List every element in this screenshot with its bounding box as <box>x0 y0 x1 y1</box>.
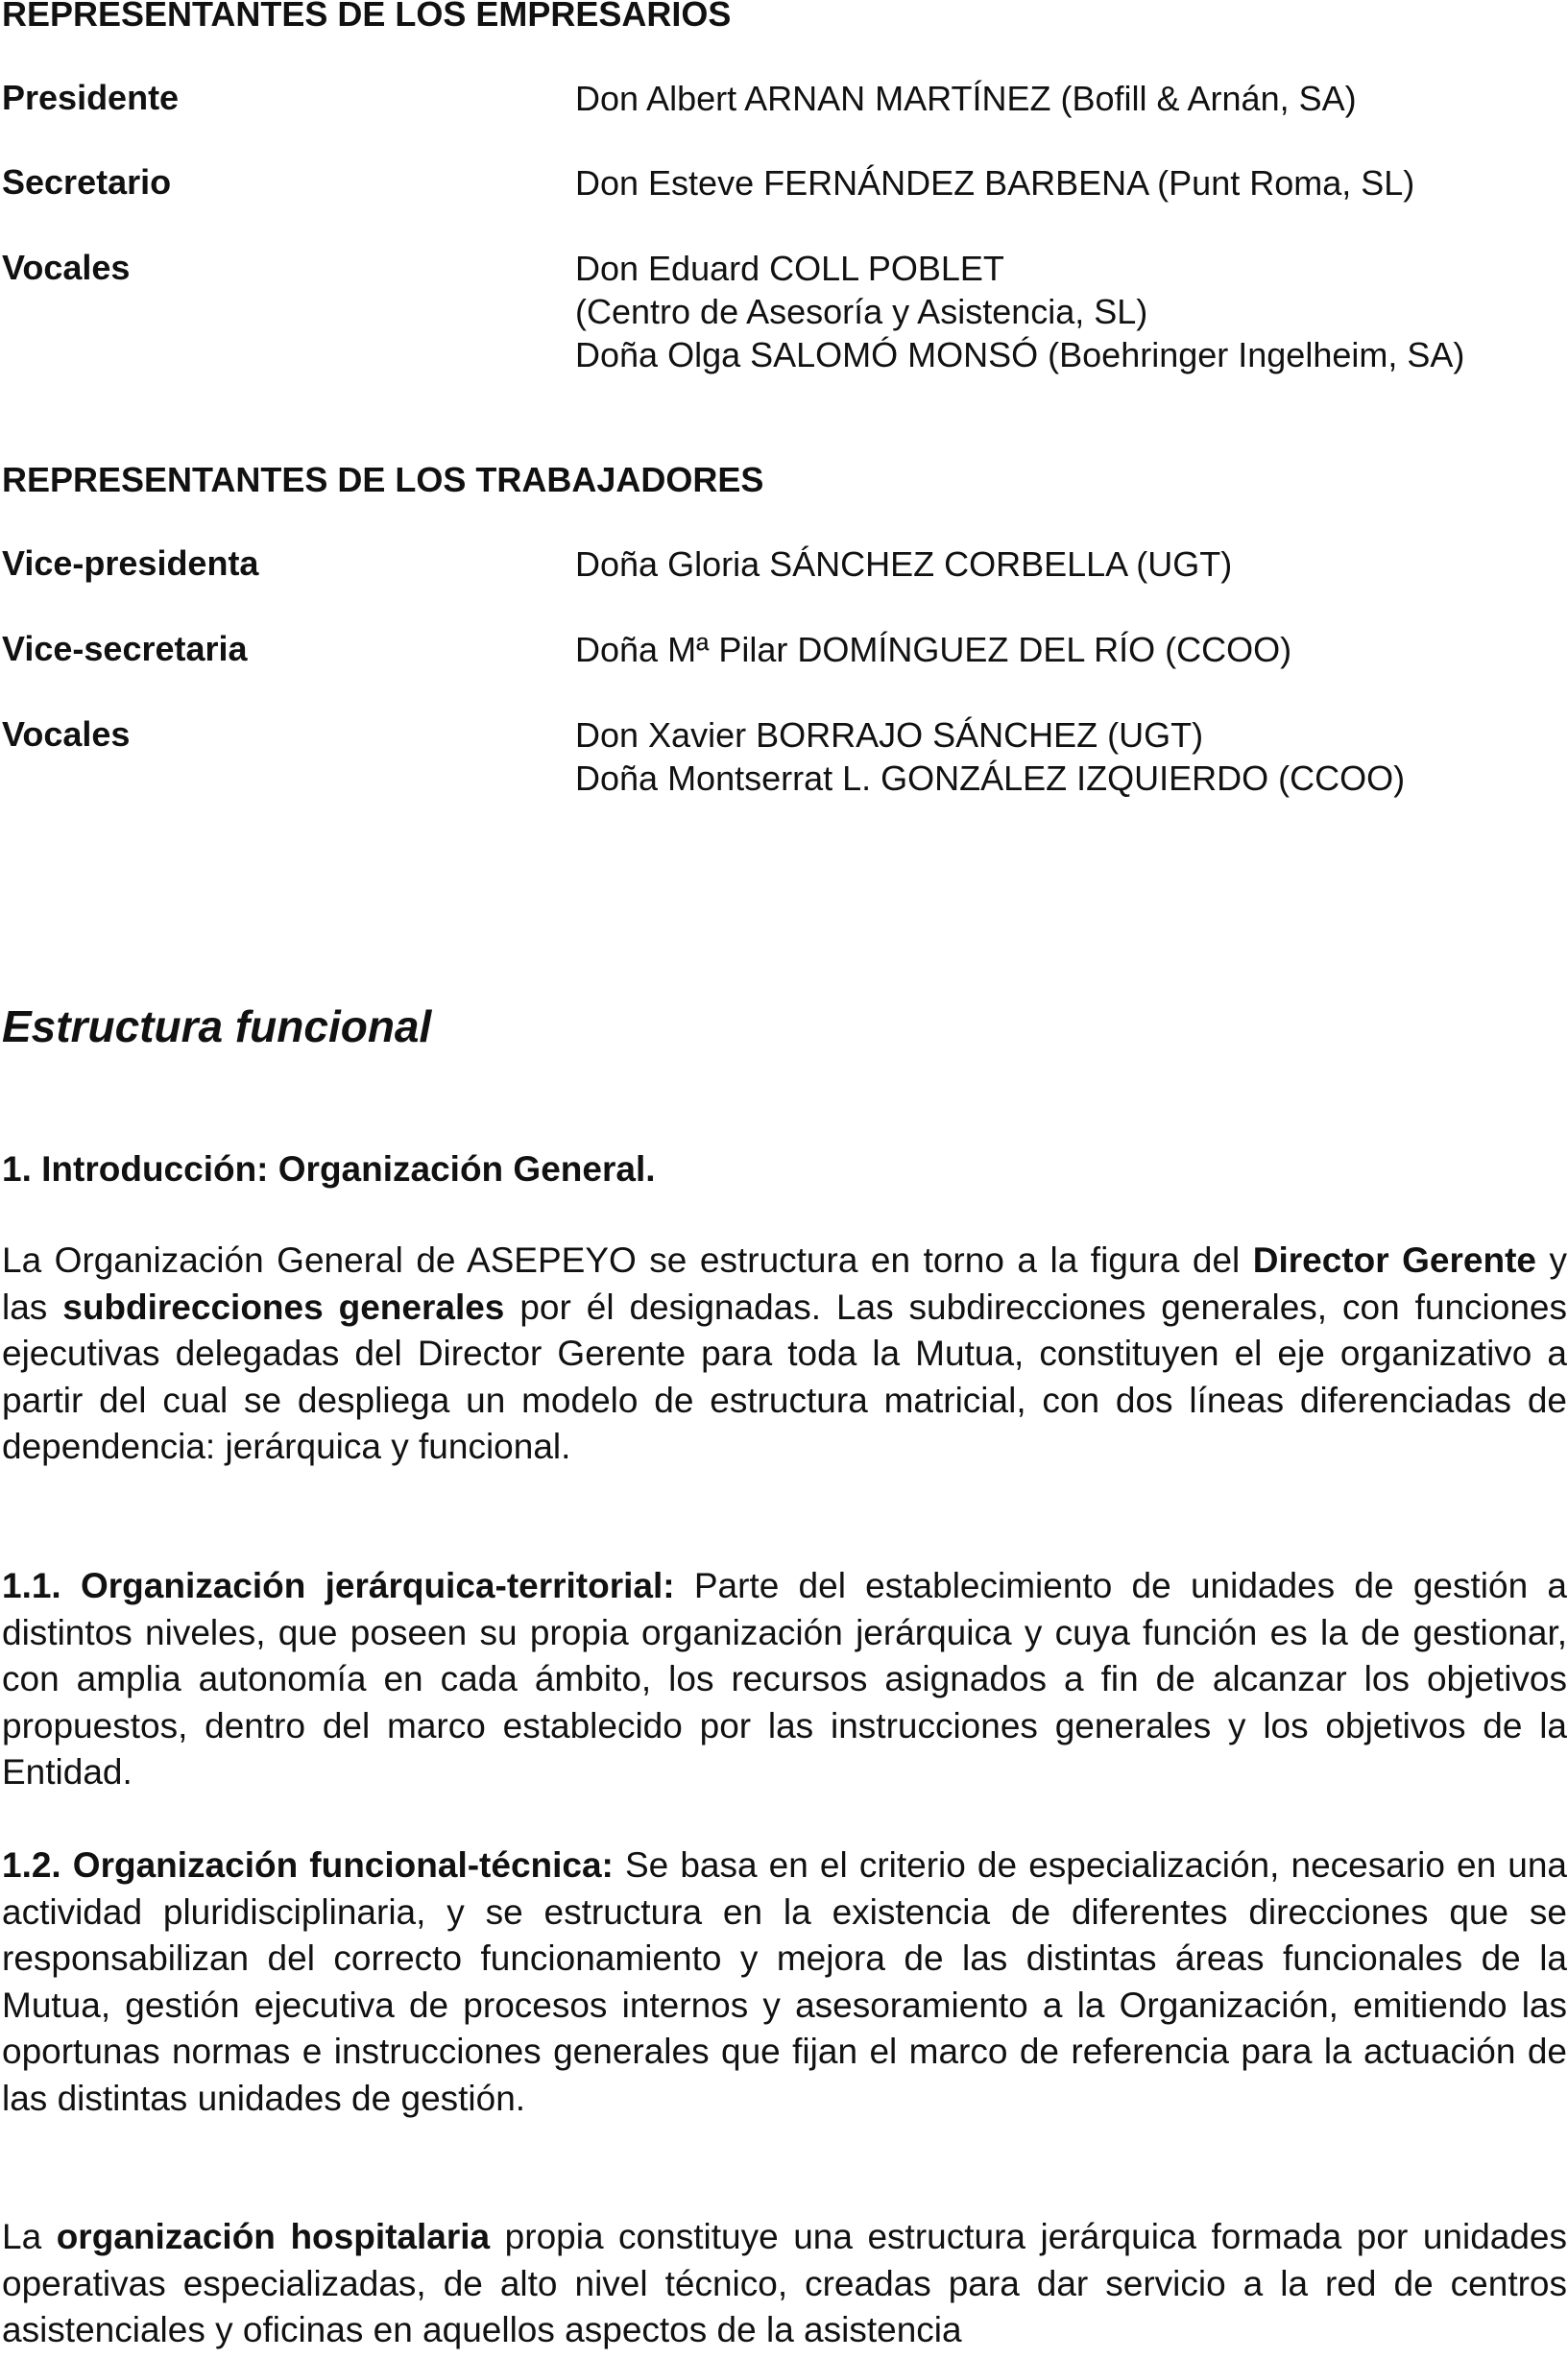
member-name: (Centro de Asesoría y Asistencia, SL) <box>575 292 1148 331</box>
employers-heading: REPRESENTANTES DE LOS EMPRESARIOS <box>2 0 732 34</box>
bold-term: subdirecciones generales <box>62 1287 505 1327</box>
intro-heading: 1. Introducción: Organización General. <box>2 1149 656 1189</box>
paragraph-text: por él designadas. Las subdirecciones generales, con funciones ejecutivas delegadas del Director Gerente para toda la Mutua, constituyen el eje organizativo a partir del cual se despliega un modelo de estructura matricial, con dos líneas diferenciadas de dependencia: jerárquica y funcional. <box>2 1287 1568 1466</box>
role-label: Vice-presidenta <box>2 543 259 583</box>
paragraph-text: Se basa en el criterio de especialización, necesario en una actividad pluridisciplinaria, y se estructura en la existencia de diferentes direcciones que se responsabilizan del correcto funcionamiento y mejora de las distintas áreas funcionales de la Mutua, gestión ejecutiva de procesos internos y asesoramiento a la Organización, emitiendo las oportunas normas e instrucciones generales que fijan el marco de referencia para la actuación de las distintas unidades de gestión. <box>2 1845 1568 2118</box>
member-name: Doña Gloria SÁNCHEZ CORBELLA (UGT) <box>575 544 1233 584</box>
paragraph-text: La Organización General de ASEPEYO se estructura en torno a la figura del <box>2 1240 1253 1280</box>
member-name: Don Eduard COLL POBLET <box>575 249 1004 288</box>
member-names <box>575 247 1464 376</box>
role-label: Vocales <box>2 248 131 287</box>
paragraph-lead: 1.2. Organización funcional-técnica: <box>2 1845 614 1885</box>
role-label: Presidente <box>2 78 180 117</box>
member-names <box>575 77 1357 120</box>
paragraph-hospital-organization <box>2 2214 1567 2354</box>
paragraph-hierarchical-organization <box>2 1563 1567 1796</box>
bold-term: organización hospitalaria <box>56 2217 491 2256</box>
member-name: Doña Montserrat L. GONZÁLEZ IZQUIERDO (CCOO) <box>575 758 1406 798</box>
member-names <box>575 542 1232 586</box>
member-name: Doña Mª Pilar DOMÍNGUEZ DEL RÍO (CCOO) <box>575 630 1292 669</box>
member-name: Don Esteve FERNÁNDEZ BARBENA (Punt Roma, SL) <box>575 163 1415 203</box>
paragraph-text: Parte del establecimiento de unidades de gestión a distintos niveles, que poseen su propia organización jerárquica y cuya función es la de gestionar, con amplia autonomía en cada ámbito, los recursos asignados a fin de alcanzar los objetivos propuestos, dentro del marco establecido por las instrucciones generales y los objetivos de la Entidad. <box>2 1566 1567 1792</box>
member-name: Doña Olga SALOMÓ MONSÓ (Boehringer Ingelheim, SA) <box>575 335 1465 374</box>
member-names <box>575 628 1291 671</box>
role-label: Vice-secretaria <box>2 629 248 668</box>
paragraph-text: propia constituye una estructura jerárquica formada por unidades operativas especializadas, de alto nivel técnico, creadas para dar servicio a la red de centros asistenciales y oficinas en aquellos aspectos de la asistencia <box>2 2217 1568 2349</box>
workers-heading: REPRESENTANTES DE LOS TRABAJADORES <box>2 460 764 499</box>
paragraph-text: y las <box>2 1240 1567 1327</box>
member-name: Don Albert ARNAN MARTÍNEZ (Bofill & Arnán, SA) <box>575 79 1357 118</box>
paragraph-text: La <box>2 2217 57 2256</box>
member-names <box>575 161 1414 205</box>
role-label: Vocales <box>2 714 131 754</box>
section-title: Estructura funcional <box>2 1001 432 1051</box>
member-name: Don Xavier BORRAJO SÁNCHEZ (UGT) <box>575 715 1204 755</box>
role-label: Secretario <box>2 162 172 202</box>
paragraph-lead: 1.1. Organización jerárquica-territorial: <box>2 1566 675 1605</box>
member-names <box>575 713 1405 800</box>
workers-row-vocales <box>0 713 1568 848</box>
paragraph-functional-organization <box>2 1842 1567 2122</box>
paragraph-general-organization <box>2 1238 1567 1471</box>
bold-term: Director Gerente <box>1252 1240 1536 1280</box>
employers-row-vocales <box>0 247 1568 381</box>
